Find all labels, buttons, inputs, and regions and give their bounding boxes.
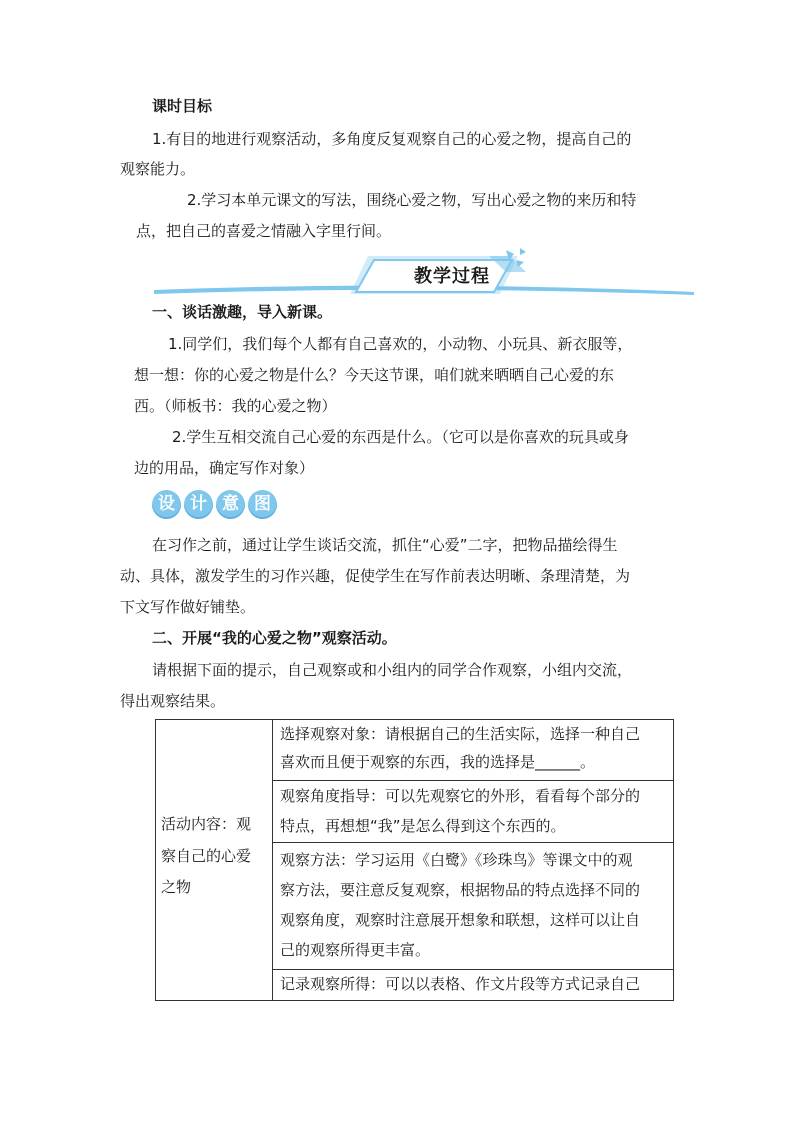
table-divider xyxy=(272,719,273,1001)
objectives-heading: 课时目标 xyxy=(152,97,213,115)
table-left-line-2: 察自己的心爱 xyxy=(161,847,252,865)
section-1-para-1-line-1: 1.同学们，我们每个人都有自己喜欢的，小动物、小玩具、新衣服等， xyxy=(168,335,633,353)
badge-char: 意 xyxy=(216,490,245,519)
badge-char: 图 xyxy=(248,490,277,519)
table-row-3-line-3: 观察角度，观察时注意展开想象和联想，这样可以让自 xyxy=(280,911,641,929)
table-row-2-line-2: 特点，再想想“我”是怎么得到这个东西的。 xyxy=(280,817,566,835)
section-1-para-1-line-2: 想一想：你的心爱之物是什么？今天这节课，咱们就来晒晒自己心爱的东 xyxy=(134,366,615,384)
design-intent-line-1: 在习作之前，通过让学生谈话交流，抓住“心爱”二字，把物品描绘得生 xyxy=(152,536,618,554)
table-row-4-line-1: 记录观察所得：可以以表格、作文片段等方式记录自己 xyxy=(280,975,641,993)
badge-char: 设 xyxy=(152,490,181,519)
design-intent-badge xyxy=(152,490,282,522)
table-row-3-line-1: 观察方法：学习运用《白鹭》《珍珠鸟》等课文中的观 xyxy=(280,851,633,869)
objective-2-line-1: 2.学习本单元课文的写法，围绕心爱之物，写出心爱之物的来历和特 xyxy=(187,191,637,209)
table-row-2-line-1: 观察角度指导：可以先观察它的外形，看看每个部分的 xyxy=(280,787,641,805)
table-row-divider xyxy=(273,842,673,843)
section-2-intro-line-1: 请根据下面的提示，自己观察或和小组内的同学合作观察，小组内交流， xyxy=(152,661,633,679)
banner-title: 教学过程 xyxy=(414,266,490,287)
table-row-1-line-1: 选择观察对象：请根据自己的生活实际，选择一种自己 xyxy=(280,725,641,743)
observation-table xyxy=(155,719,674,1001)
table-left-line-3: 之物 xyxy=(161,878,192,896)
objective-2-line-2: 点，把自己的喜爱之情融入字里行间。 xyxy=(136,222,392,240)
section-2-heading: 二、开展“我的心爱之物”观察活动。 xyxy=(152,629,397,647)
table-row-3-line-4: 己的观察所得更丰富。 xyxy=(280,941,431,959)
badge-char: 计 xyxy=(184,490,213,519)
design-intent-line-2: 动、具体，激发学生的习作兴趣，促使学生在写作前表达明晰、条理清楚，为 xyxy=(120,567,631,585)
section-2-intro-line-2: 得出观察结果。 xyxy=(120,692,226,710)
section-banner xyxy=(154,246,694,296)
table-left-line-1: 活动内容：观 xyxy=(161,815,252,833)
table-row-3-line-2: 察方法，要注意反复观察，根据物品的特点选择不同的 xyxy=(280,881,641,899)
table-row-1-line-2: 喜欢而且便于观察的东西，我的选择是______。 xyxy=(280,753,596,771)
section-1-heading: 一、谈话激趣，导入新课。 xyxy=(152,303,333,321)
objective-1-line-1: 1.有目的地进行观察活动，多角度反复观察自己的心爱之物，提高自己的 xyxy=(152,130,632,148)
section-1-para-2-line-2: 边的用品，确定写作对象） xyxy=(134,459,315,477)
section-1-para-2-line-1: 2.学生互相交流自己心爱的东西是什么。（它可以是你喜欢的玩具或身 xyxy=(172,428,629,446)
objective-1-line-2: 观察能力。 xyxy=(120,160,196,178)
section-1-para-1-line-3: 西。（师板书：我的心爱之物） xyxy=(134,397,337,415)
design-intent-line-3: 下文写作做好铺垫。 xyxy=(120,598,256,616)
